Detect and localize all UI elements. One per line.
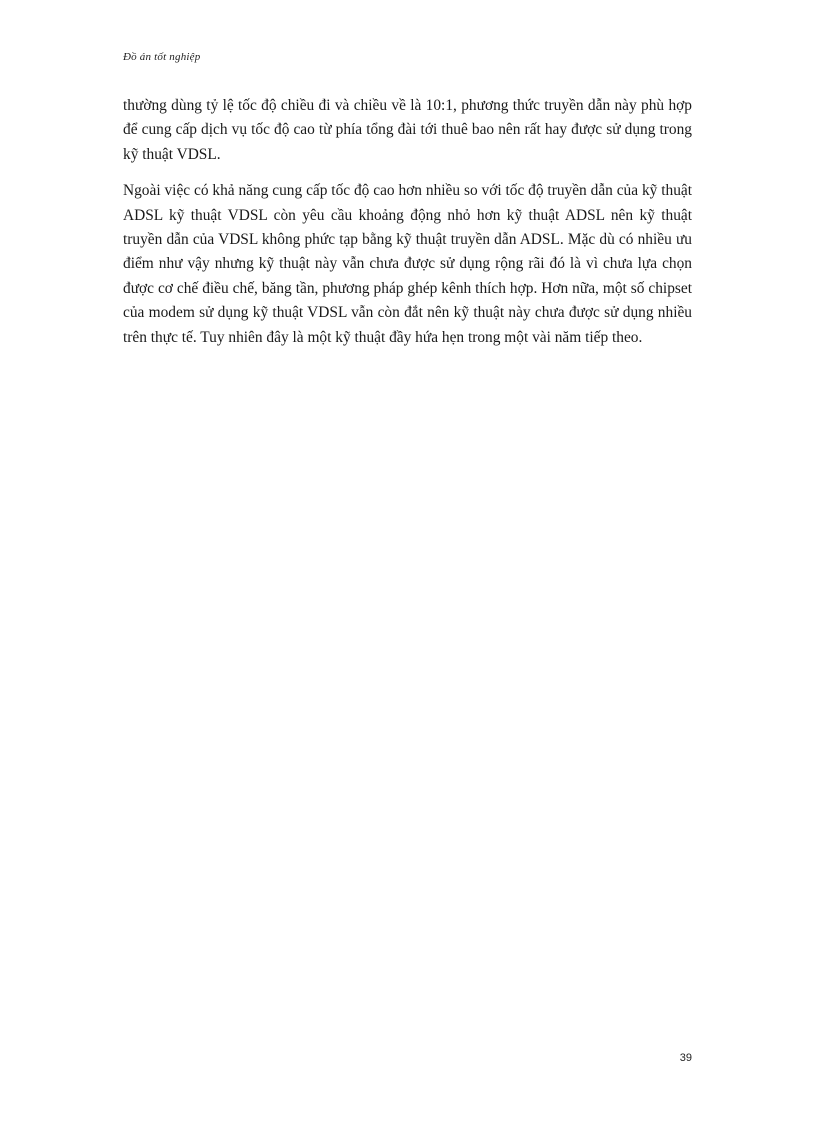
paragraph-2: Ngoài việc có khả năng cung cấp tốc độ cao hơn nhiều so với tốc độ truyền dẫn của kỹ thuật ADSL kỹ thuật VDSL còn yêu cầu khoảng động nhỏ hơn kỹ thuật ADSL nên kỹ thuật truyền dẫn của VDSL không phức tạp bằng kỹ thuật truyền dẫn ADSL. Mặc dù có nhiều ưu điểm như vậy nhưng kỹ thuật này vẫn chưa được sử dụng rộng rãi đó là vì chưa lựa chọn được cơ chế điều chế, băng tần, phương pháp ghép kênh thích hợp. Hơn nữa, một số chipset của modem sử dụng kỹ thuật VDSL vẫn còn đắt nên kỹ thuật này chưa được sử dụng nhiều trên thực tế. Tuy nhiên đây là một kỹ thuật đầy hứa hẹn trong một vài năm tiếp theo.: [123, 182, 692, 346]
paragraph-1: thường dùng tỷ lệ tốc độ chiều đi và chiều về là 10:1, phương thức truyền dẫn này phù hợp để cung cấp dịch vụ tốc độ cao từ phía tổng đài tới thuê bao nên rất hay được sử dụng trong kỹ thuật VDSL.: [123, 97, 692, 163]
body-text: [123, 94, 692, 362]
page-number: 39: [679, 1052, 692, 1064]
running-header: Đồ án tốt nghiệp: [123, 51, 201, 63]
